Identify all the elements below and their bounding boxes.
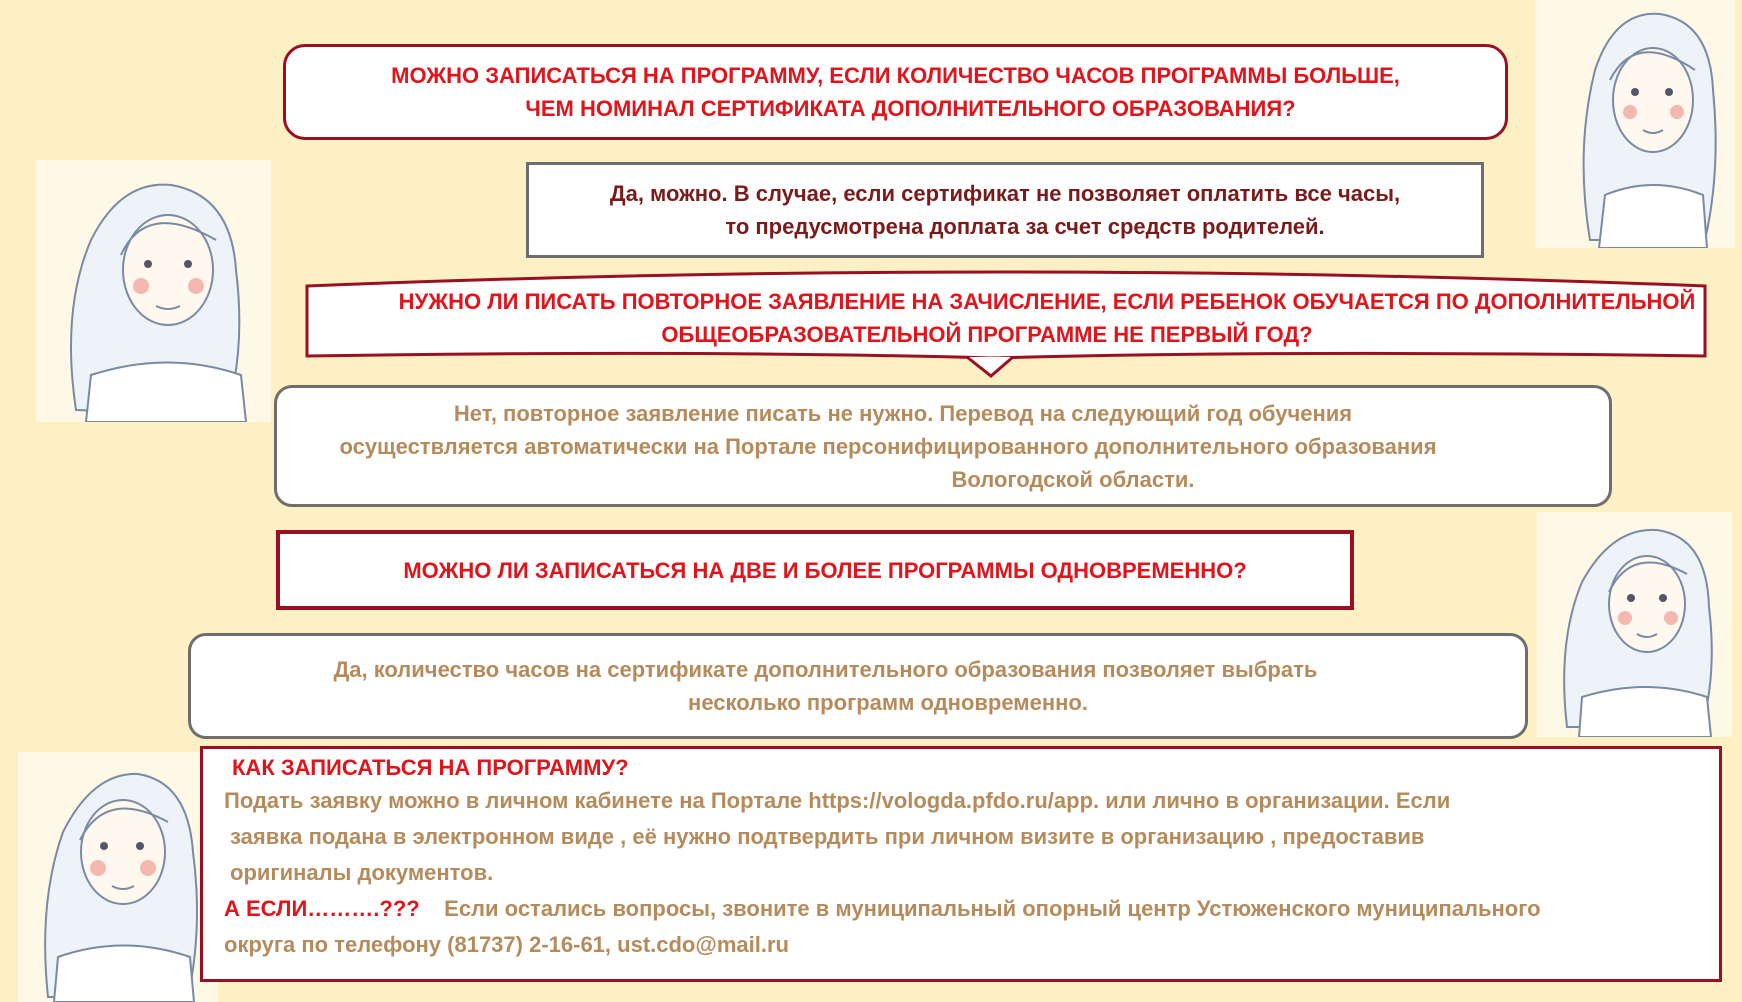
faq-answer-2 xyxy=(274,385,1612,507)
how-to-enroll-line-3: оригиналы документов. xyxy=(230,860,494,885)
contact-line-2: округа по телефону (81737) 2-16-61, ust.cdo@mail.ru xyxy=(224,932,789,957)
girl-illustration-top-right xyxy=(1535,0,1735,248)
faq-answer-1-line-1: Да, можно. В случае, если сертификат не позволяет оплатить все часы, xyxy=(609,181,1401,206)
faq-question-2-line-1: НУЖНО ЛИ ПИСАТЬ ПОВТОРНОЕ ЗАЯВЛЕНИЕ НА ЗАЧИСЛЕНИЕ, ЕСЛИ РЕБЕНОК ОБУЧАЕТСЯ ПО ДОПОЛНИТЕЛЬНОЙ xyxy=(398,289,1696,314)
girl-illustration-right-middle xyxy=(1537,512,1732,737)
faq-answer-1-line-2: то предусмотрена доплата за счет средств родителей. xyxy=(725,214,1325,239)
faq-answer-3-line-2: несколько программ одновременно. xyxy=(688,690,1088,715)
how-to-enroll-heading: КАК ЗАПИСАТЬСЯ НА ПРОГРАММУ? xyxy=(232,755,629,780)
faq-answer-2-line-2: осуществляется автоматически на Портале персонифицированного дополнительного образования xyxy=(339,433,1437,459)
contact-text-1: Если остались вопросы, звоните в муниципальный опорный центр Устюженского муниципального xyxy=(419,896,1541,921)
faq-question-2-line-2: ОБЩЕОБРАЗОВАТЕЛЬНОЙ ПРОГРАММЕ НЕ ПЕРВЫЙ ГОД? xyxy=(661,322,1313,347)
faq-answer-2-line-3: Вологодской области. xyxy=(951,466,1195,492)
faq-answer-2-line-1: Нет, повторное заявление писать не нужно. Перевод на следующий год обучения xyxy=(453,400,1353,426)
faq-answer-3 xyxy=(188,633,1528,739)
if-label: А ЕСЛИ……….??? xyxy=(224,896,420,921)
faq-question-2 xyxy=(301,278,1713,358)
how-to-enroll-line-2: заявка подана в электронном виде , её нужно подтвердить при личном визите в организацию , предоставив xyxy=(230,824,1425,849)
how-to-enroll-panel xyxy=(200,746,1722,982)
girl-illustration-bottom-left xyxy=(18,752,218,1002)
girl-illustration-left xyxy=(36,160,271,422)
contact-line-1 xyxy=(224,891,1701,927)
faq-question-3-line-1: МОЖНО ЛИ ЗАПИСАТЬСЯ НА ДВЕ И БОЛЕЕ ПРОГРАММЫ ОДНОВРЕМЕННО? xyxy=(403,557,1247,583)
faq-question-3 xyxy=(276,530,1354,610)
faq-answer-3-line-1: Да, количество часов на сертификате дополнительного образования позволяет выбрать xyxy=(333,657,1318,682)
faq-question-1-line-1: МОЖНО ЗАПИСАТЬСЯ НА ПРОГРАММУ, ЕСЛИ КОЛИЧЕСТВО ЧАСОВ ПРОГРАММЫ БОЛЬШЕ, xyxy=(391,63,1400,88)
how-to-enroll-line-1: Подать заявку можно в личном кабинете на Портале https://vologda.pfdo.ru/app. или лично в организации. Если xyxy=(224,788,1451,813)
faq-question-1 xyxy=(283,44,1508,140)
faq-answer-1 xyxy=(526,162,1484,258)
faq-question-1-line-2: ЧЕМ НОМИНАЛ СЕРТИФИКАТА ДОПОЛНИТЕЛЬНОГО ОБРАЗОВАНИЯ? xyxy=(525,96,1296,121)
